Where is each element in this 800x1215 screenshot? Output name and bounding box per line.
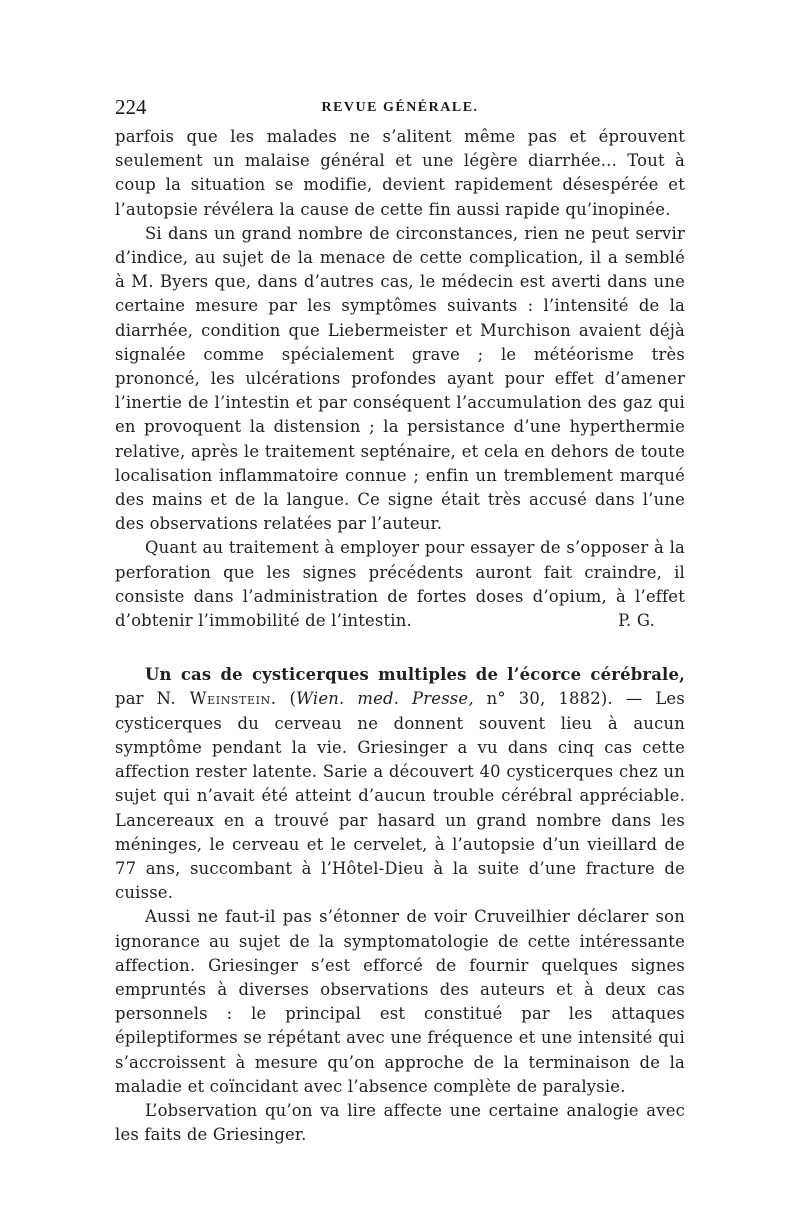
reference-open: ( — [289, 689, 297, 709]
page-header — [115, 95, 685, 125]
section-gap — [115, 633, 685, 663]
paragraph-byers-symptoms: Si dans un grand nombre de circonstances, rien ne peut servir d’indice, au sujet de la menace de cette complication, il a semblé à M. Byers que, dans d’autres cas, le médecin est averti dans une certaine mesure par les symptômes suivants : l’intensité de la diarrhée, condition que Liebermeister et Murchison avaient déjà signalée comme spécialement grave ; le météorisme très prononcé, les ulcérations profondes ayant pour effet d’amener l’inertie de l’intestin et par conséquent l’accumulation des gaz qui en provoquent la distension ; la persistance d’une hyperthermie relative, après le traitement septénaire, et cela en dehors de toute localisation inflammatoire connue ; enfin un tremblement marqué des mains et de la langue. Ce signe était très accusé dans l’une des observations relatées par l’auteur. — [115, 223, 685, 534]
signature: P. G. — [618, 611, 655, 631]
article-title: Un cas de cysticerques multiples de l’écorce cérébrale, — [145, 665, 685, 685]
paragraph-treatment — [115, 536, 685, 633]
running-title: REVUE GÉNÉRALE. — [321, 100, 479, 115]
article-cysticerques — [115, 663, 685, 905]
page-number: 224 — [115, 95, 147, 119]
article-text: Les cysticerques du cerveau ne donnent souvent lieu à aucun symptôme pendant la vie. Griesinger a vu dans cinq cas cette affection rester latente. Sarie a découvert 40 cysticerques chez un sujet qui n’avait été atteint d’aucun trouble cérébral appréciable. Lancereaux en a trouvé par hasard un grand nombre dans les méninges, le cerveau et le cervelet, à l’autopsie d’un vieillard de 77 ans, succombant à l’Hôtel-Dieu à la suite d’une fracture de cuisse. — [115, 689, 685, 903]
paragraph-observation: L’observation qu’on va lire affecte une certaine analogie avec les faits de Griesinger. — [115, 1100, 685, 1145]
journal-name: Wien. med. Presse, — [296, 689, 474, 709]
paragraph-continued: parfois que les malades ne s’alitent même pas et éprouvent seulement un malaise général et une légère diarrhée... Tout à coup la situation se modifie, devient rapidement désespérée et l’autopsie révélera la cause de cette fin aussi rapide qu’inopinée. — [115, 127, 685, 219]
paragraph-treatment-text: Quant au traitement à employer pour essayer de s’opposer à la perforation que les signes précédents auront fait craindre, il consiste dans l’administration de fortes doses d’opium, à l’effet d’obtenir l’immobilité de l’intestin. — [115, 538, 685, 631]
article-title-by: par — [115, 689, 144, 709]
article-author: N. Weinstein. — [156, 689, 277, 709]
body-text — [115, 125, 685, 1147]
reference-details: n° 30, 1882). — — [486, 689, 643, 709]
paragraph-cruveilhier: Aussi ne faut-il pas s’étonner de voir Cruveilhier déclarer son ignorance au sujet de la symptomatologie de cette intéressante affection. Griesinger s’est efforcé de fournir quelques signes empruntés à diverses observations des auteurs et à deux cas personnels : le principal est constitué par les attaques épileptiformes se répétant avec une fréquence et une intensité qui s’accroissent à mesure qu’on approche de la terminaison de la maladie et coïncidant avec l’absence complète de paralysie. — [115, 907, 685, 1096]
